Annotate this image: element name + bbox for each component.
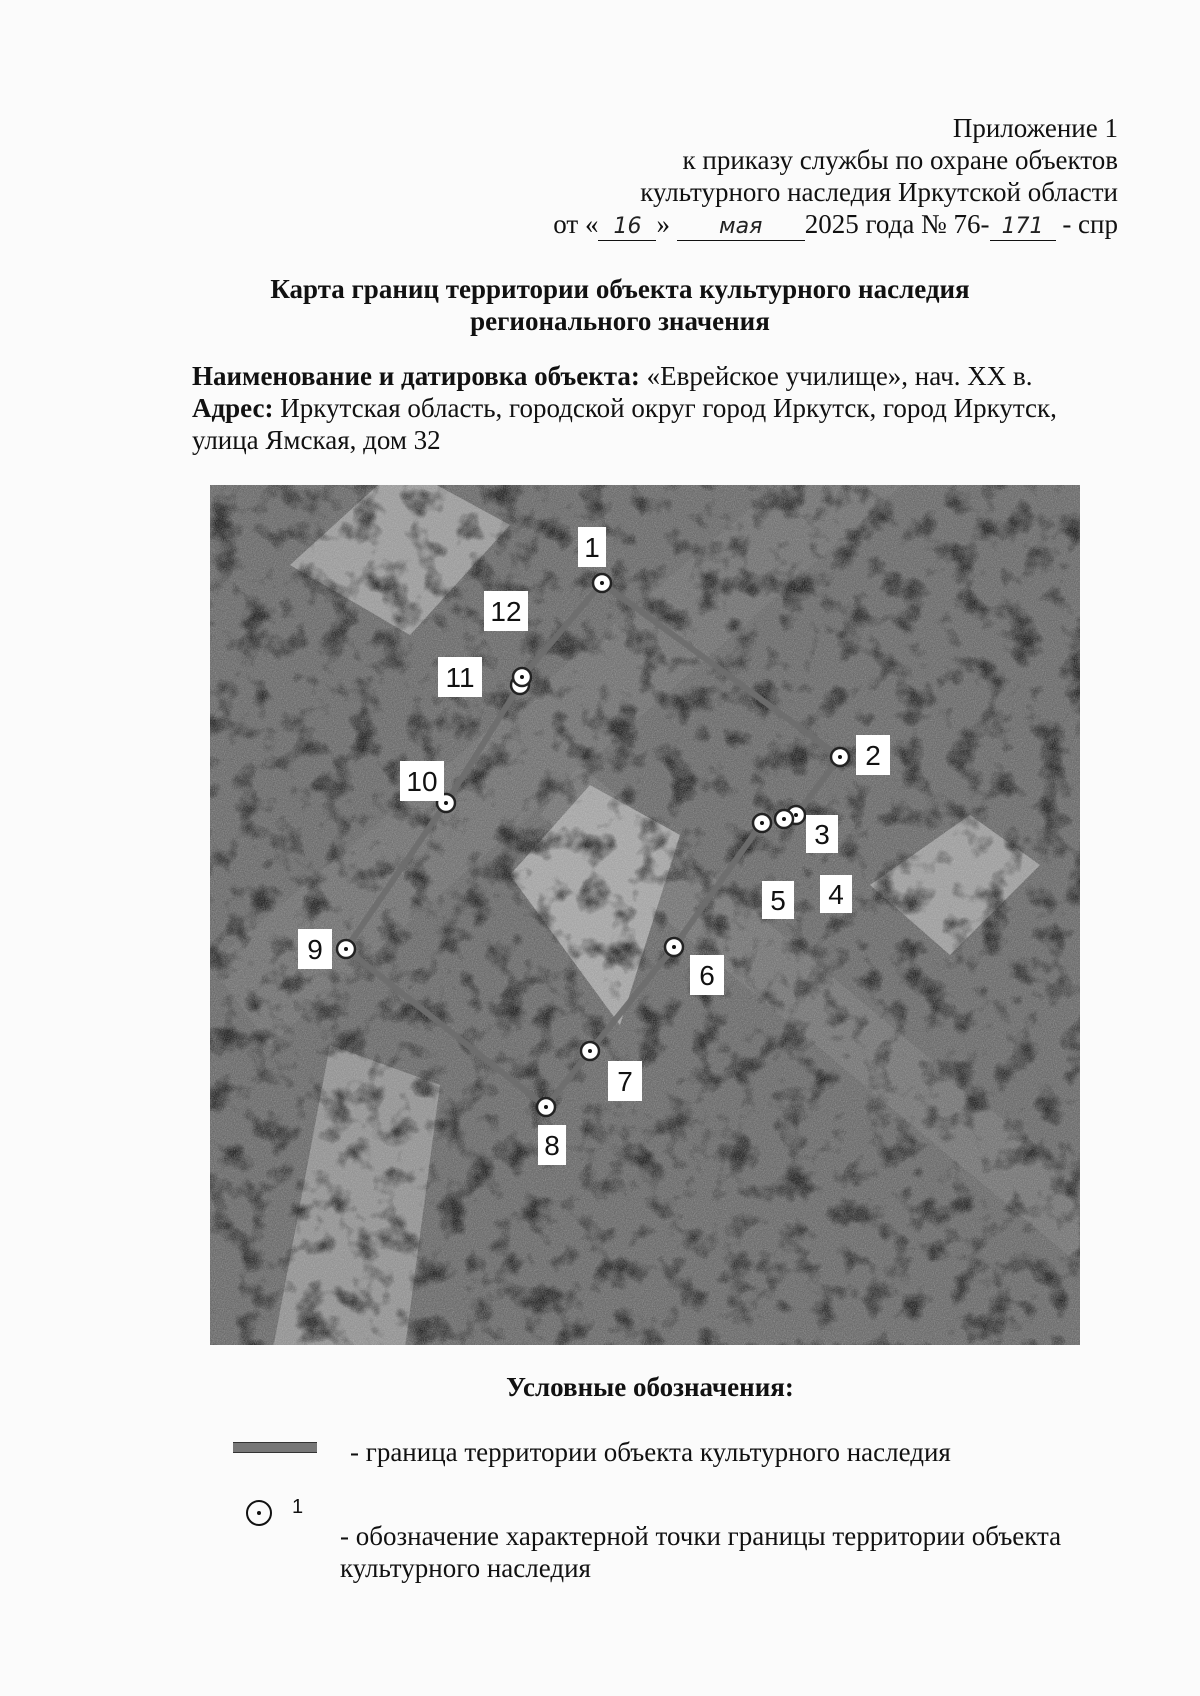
boundary-point-center xyxy=(838,755,842,759)
legend-title: Условные обозначения: xyxy=(506,1372,794,1402)
boundary-point-label: 10 xyxy=(406,766,438,797)
point-legend-number: 1 xyxy=(292,1496,304,1518)
map-title xyxy=(190,273,1050,337)
order-authority: культурного наследия Иркутской области xyxy=(640,177,1118,207)
boundary-point-label: 3 xyxy=(814,819,830,850)
boundary-point-center xyxy=(794,813,798,817)
boundary-legend-text: - граница территории объекта культурного наследия xyxy=(350,1437,951,1467)
boundary-point-label: 7 xyxy=(617,1066,633,1097)
map-svg xyxy=(210,485,1080,1345)
boundary-point-label: 12 xyxy=(490,596,522,627)
order-reference: к приказу службы по охране объектов xyxy=(682,145,1118,175)
date-day-handwritten: 16 xyxy=(598,214,656,241)
map-title-line1: Карта границ территории объекта культурного наследия xyxy=(270,274,970,304)
object-name-label: Наименование и датировка объекта: xyxy=(192,361,640,391)
date-prefix: от « xyxy=(553,209,599,239)
boundary-point-label: 1 xyxy=(584,532,600,563)
order-date-line xyxy=(553,208,1118,241)
document-header xyxy=(553,112,1118,241)
date-mid: » xyxy=(656,209,670,239)
boundary-point-label: 2 xyxy=(865,740,881,771)
boundary-point-center xyxy=(760,821,764,825)
object-address-value: Иркутская область, городской округ город Иркутск, город Иркутск, улица Ямская, дом 32 xyxy=(192,393,1057,455)
order-number-handwritten: 171 xyxy=(990,214,1056,241)
boundary-point-label: 8 xyxy=(544,1130,560,1161)
boundary-point-center xyxy=(600,581,604,585)
date-year: 2025 года № 76- xyxy=(804,209,990,239)
boundary-point-center xyxy=(672,945,676,949)
boundary-point-label: 6 xyxy=(699,960,715,991)
object-name-row xyxy=(192,360,1118,392)
map-title-line2: регионального значения xyxy=(470,306,770,336)
boundary-point-label: 11 xyxy=(445,662,475,693)
boundary-point-label: 4 xyxy=(828,879,844,910)
boundary-point-center xyxy=(344,947,348,951)
appendix-label: Приложение 1 xyxy=(952,113,1118,143)
date-month-handwritten: мая xyxy=(677,214,805,241)
boundary-point-label: 9 xyxy=(307,934,323,965)
object-address-row xyxy=(192,392,1118,456)
aerial-map xyxy=(210,485,1080,1345)
boundary-point-center xyxy=(782,817,786,821)
boundary-point-center xyxy=(520,675,524,679)
boundary-legend-swatch xyxy=(233,1442,317,1453)
object-info xyxy=(192,360,1118,456)
boundary-point-center xyxy=(444,801,448,805)
point-legend-icon xyxy=(246,1500,272,1526)
boundary-point-center xyxy=(544,1105,548,1109)
boundary-point-label: 5 xyxy=(770,885,786,916)
order-suffix: - спр xyxy=(1062,209,1118,239)
object-name-value: «Еврейское училище», нач. XX в. xyxy=(646,361,1033,391)
boundary-point-center xyxy=(588,1049,592,1053)
object-address-label: Адрес: xyxy=(192,393,274,423)
point-legend-text: - обозначение характерной точки границы территории объекта культурного наследия xyxy=(340,1521,1062,1583)
